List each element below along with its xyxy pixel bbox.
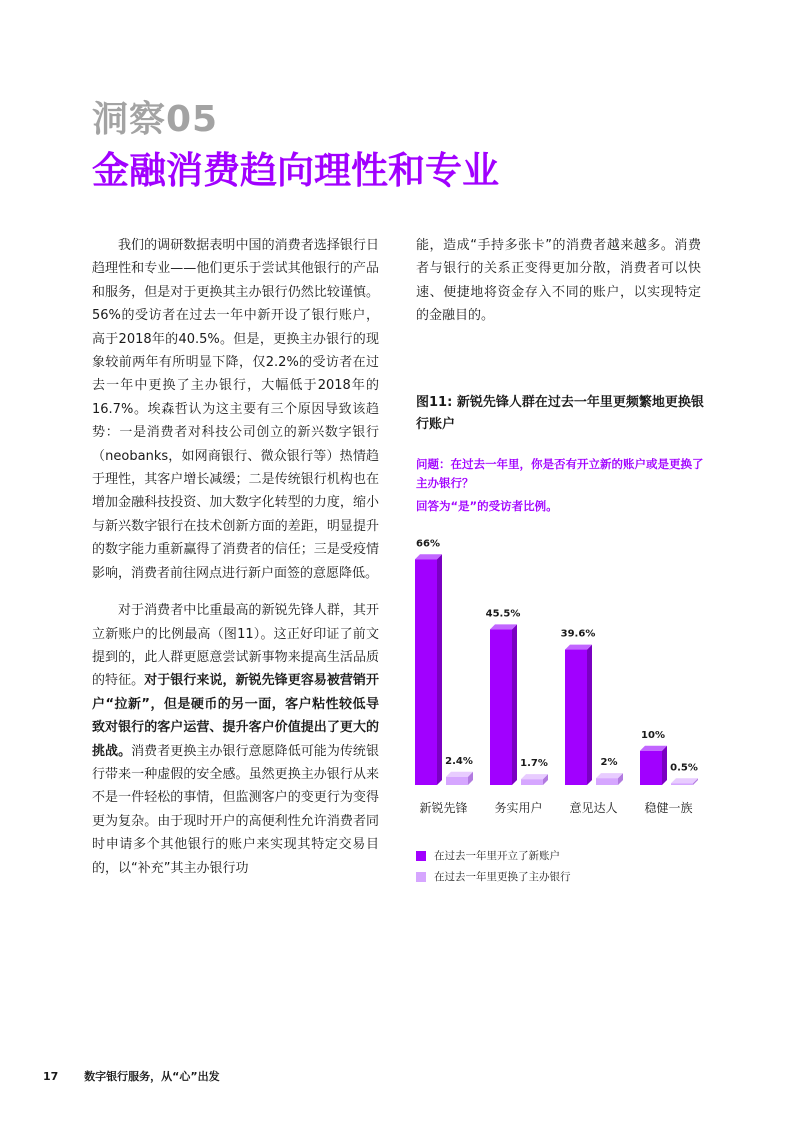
category-label: 稳健一族 xyxy=(644,801,693,815)
bar-side xyxy=(437,554,442,785)
legend-label-switched-bank: 在过去一年里更换了主办银行 xyxy=(434,870,571,883)
page-footer xyxy=(43,1069,220,1085)
data-label: 0.5% xyxy=(670,762,698,774)
data-label: 2.4% xyxy=(445,755,473,767)
para2-text-b: 消费者更换主办银行意愿降低可能为传统银行带来一种虚假的安全感。虽然更换主办银行从来不是一件轻松的事情，但监测客户的变更行为变得更为复杂。由于现时开户的高便利性允许消费者同时申请多个其他银行的账户来实现其特定交易目的，以“补充”其主办银行功 xyxy=(92,743,379,876)
legend-item-new-account xyxy=(416,845,571,866)
data-label: 45.5% xyxy=(485,608,521,620)
figure-question: 问题：在过去一年里，你是否有开立新的账户或是更换了主办银行？ xyxy=(416,457,704,490)
legend-item-switched-bank xyxy=(416,866,571,887)
bar xyxy=(640,751,662,785)
figure-answer-note: 回答为“是”的受访者比例。 xyxy=(416,499,558,513)
bar-side xyxy=(512,624,517,785)
category-label: 意见达人 xyxy=(569,801,618,815)
bar xyxy=(446,777,468,785)
data-label: 1.7% xyxy=(520,758,548,770)
bar-side xyxy=(662,746,667,785)
body-paragraph-2 xyxy=(92,599,379,880)
legend-label-new-account: 在过去一年里开立了新账户 xyxy=(434,849,560,862)
bar xyxy=(415,559,437,785)
legend-swatch-new-account xyxy=(416,851,426,861)
body-paragraph-1: 我们的调研数据表明中国的消费者选择银行日趋理性和专业——他们更乐于尝试其他银行的产品和服务，但是对于更换其主办银行仍然比较谨慎。56%的受访者在过去一年中新开设了银行账户，高于2018年的40.5%。但是，更换主办银行的现象较前两年有所明显下降，仅2.2%的受访者在过去一年中更换了主办银行，大幅低于2018年的16.7%。埃森哲认为这主要有三个原因导致该趋势：一是消费者对科技公司创立的新兴数字银行（neobanks，如网商银行、微众银行等）热情趋于理性，其客户增长减缓；二是传统银行机构也在增加金融科技投资、加大数字化转型的力度，缩小与新兴数字银行在技术创新方面的差距，明显提升的数字能力重新赢得了消费者的信任；三是受疫情影响，消费者前往网点进行新户面签的意愿降低。 xyxy=(92,238,379,581)
bar xyxy=(490,629,512,785)
body-left-column xyxy=(92,234,379,894)
bar xyxy=(565,650,587,785)
bar xyxy=(596,778,618,785)
data-label: 39.6% xyxy=(560,628,596,640)
bar-side xyxy=(587,645,592,785)
footer-doc-title: 数字银行服务，从“心”出发 xyxy=(84,1070,220,1083)
bar-chart xyxy=(405,525,705,825)
body-right-column xyxy=(416,234,701,328)
section-kicker: 洞察05 xyxy=(92,99,219,140)
bar xyxy=(521,779,543,785)
data-label: 66% xyxy=(416,538,440,550)
data-label: 2% xyxy=(600,757,618,769)
page-number: 17 xyxy=(43,1070,59,1083)
body-right-paragraph: 能，造成“手持多张卡”的消费者越来越多。消费者与银行的关系正变得更加分散，消费者可以快速、便捷地将资金存入不同的账户，以实现特定的金融目的。 xyxy=(416,238,701,324)
legend-swatch-switched-bank xyxy=(416,872,426,882)
para2-text-a: 对于消费者中比重最高的新锐先锋人群，其开立新账户的比例最高（图11）。这正好印证了前文提到的，此人群更愿意尝试新事物来提高生活品质的特征。 xyxy=(92,603,379,689)
category-label: 务实用户 xyxy=(494,801,543,815)
data-label: 10% xyxy=(641,729,665,741)
figure-title: 图11: 新锐先锋人群在过去一年里更频繁地更换银行账户 xyxy=(416,395,704,432)
category-label: 新锐先锋 xyxy=(419,801,468,815)
bar xyxy=(671,783,693,785)
para2-bold-text: 对于银行来说，新锐先锋更容易被营销开户“拉新”，但是硬币的另一面，客户粘性较低导致对银行的客户运营、提升客户价值提出了更大的挑战。 xyxy=(92,673,379,759)
chart-legend xyxy=(416,845,571,887)
page-title: 金融消费趋向理性和专业 xyxy=(92,149,499,192)
